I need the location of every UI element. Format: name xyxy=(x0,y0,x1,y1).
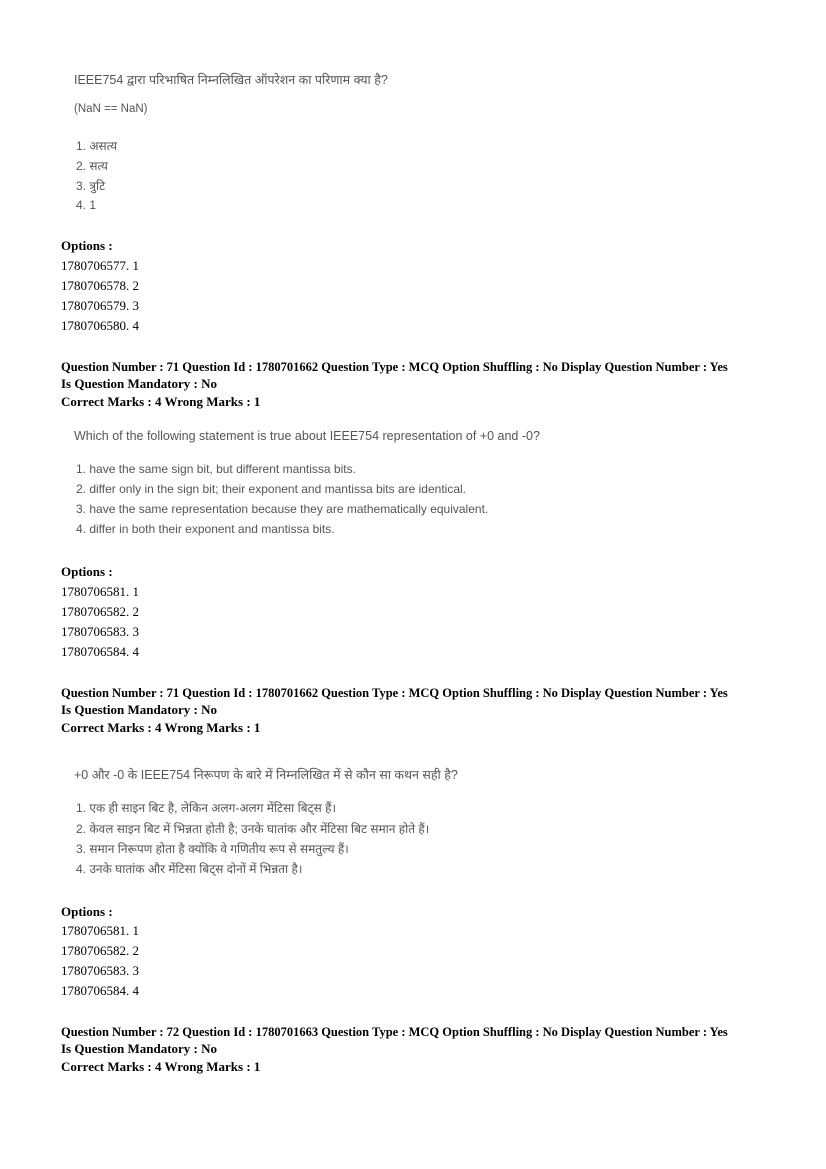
question-mandatory: Is Question Mandatory : No xyxy=(61,376,218,391)
option-id: 1780706582. 2 xyxy=(61,943,139,958)
question-choice: 1. एक ही साइन बिट है, लेकिन अलग-अलग मेंटिसा बिट्स हैं। xyxy=(76,801,336,815)
question-choice: 4. 1 xyxy=(76,198,97,212)
options-label: Options : xyxy=(61,564,113,579)
question-marks: Correct Marks : 4 Wrong Marks : 1 xyxy=(61,1059,261,1074)
question-choice: 3. समान निरूपण होता है क्योंकि वे गणितीय रूप से समतुल्य हैं। xyxy=(76,842,349,856)
question-mandatory: Is Question Mandatory : No xyxy=(61,1041,218,1056)
question-choice: 3. त्रुटि xyxy=(76,179,106,193)
question-marks: Correct Marks : 4 Wrong Marks : 1 xyxy=(61,394,261,409)
question-text: +0 और -0 के IEEE754 निरूपण के बारे में निम्नलिखित में से कौन सा कथन सही है? xyxy=(74,768,458,782)
option-id: 1780706583. 3 xyxy=(61,624,139,639)
options-label: Options : xyxy=(61,904,113,919)
question-choice: 1. have the same sign bit, but different mantissa bits. xyxy=(76,462,356,476)
question-choice: 2. सत्य xyxy=(76,159,108,173)
question-choice: 2. केवल साइन बिट में भिन्नता होती है; उनके घातांक और मेंटिसा बिट समान होते हैं। xyxy=(76,822,430,836)
option-id: 1780706578. 2 xyxy=(61,278,139,293)
option-id: 1780706582. 2 xyxy=(61,604,139,619)
question-mandatory: Is Question Mandatory : No xyxy=(61,702,218,717)
question-choice: 1. असत्य xyxy=(76,139,118,153)
option-id: 1780706584. 4 xyxy=(61,644,139,659)
question-expression: (NaN == NaN) xyxy=(74,103,148,115)
option-id: 1780706580. 4 xyxy=(61,318,139,333)
option-id: 1780706579. 3 xyxy=(61,298,139,313)
question-choice: 4. उनके घातांक और मेंटिसा बिट्स दोनों में भिन्नता है। xyxy=(76,862,303,876)
option-id: 1780706577. 1 xyxy=(61,258,139,273)
question-header: Question Number : 72 Question Id : 1780701663 Question Type : MCQ Option Shuffling : No Display Question Number : Yes xyxy=(61,1025,728,1039)
question-choice: 2. differ only in the sign bit; their exponent and mantissa bits are identical. xyxy=(76,482,467,496)
option-id: 1780706581. 1 xyxy=(61,923,139,938)
option-id: 1780706584. 4 xyxy=(61,983,139,998)
option-id: 1780706583. 3 xyxy=(61,963,139,978)
option-id: 1780706581. 1 xyxy=(61,584,139,599)
question-text: IEEE754 द्वारा परिभाषित निम्नलिखित ऑपरेशन का परिणाम क्या है? xyxy=(74,73,388,87)
question-choice: 3. have the same representation because they are mathematically equivalent. xyxy=(76,502,489,516)
question-header: Question Number : 71 Question Id : 1780701662 Question Type : MCQ Option Shuffling : No Display Question Number : Yes xyxy=(61,360,728,374)
question-marks: Correct Marks : 4 Wrong Marks : 1 xyxy=(61,720,261,735)
question-choice: 4. differ in both their exponent and mantissa bits. xyxy=(76,522,335,536)
question-text: Which of the following statement is true about IEEE754 representation of +0 and -0? xyxy=(74,429,540,443)
question-header: Question Number : 71 Question Id : 1780701662 Question Type : MCQ Option Shuffling : No Display Question Number : Yes xyxy=(61,686,728,700)
options-label: Options : xyxy=(61,238,113,253)
